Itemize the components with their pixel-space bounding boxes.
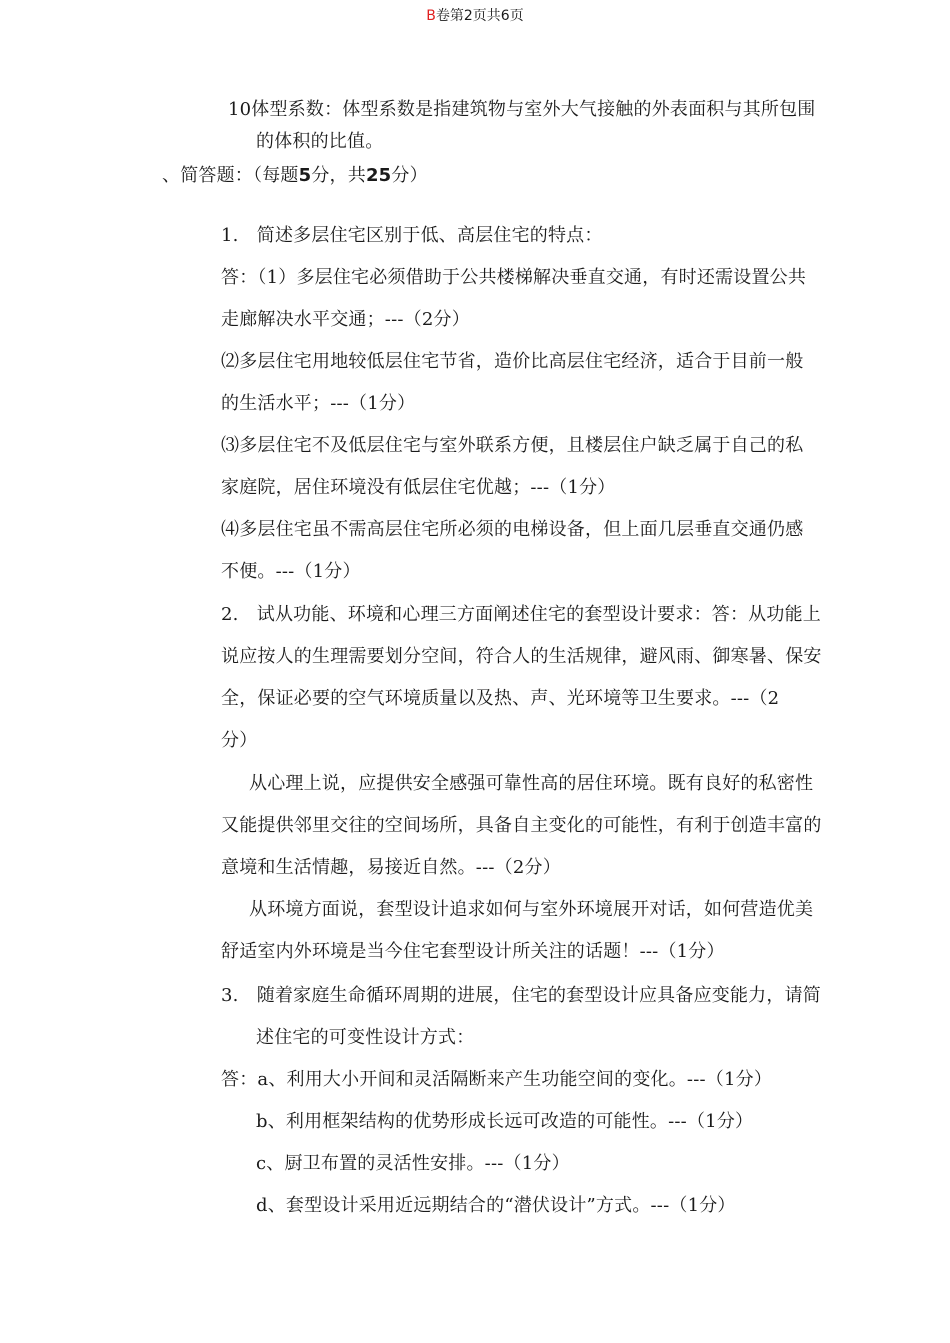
question-2-line-4: 分） bbox=[221, 730, 258, 751]
question-1-answer-1-line-1: 答：（1）多层住宅必须借助于公共楼梯解决垂直交通，有时还需设置公共 bbox=[221, 267, 807, 288]
section-heading-prefix: 、简答题：（每题 bbox=[162, 165, 299, 186]
paper-version-letter: B bbox=[426, 8, 436, 24]
question-1-answer-3-line-2: 家庭院，居住环境没有低层住宅优越；---（1分） bbox=[221, 477, 616, 498]
question-2-line-3: 全，保证必要的空气环境质量以及热、声、光环境等卫生要求。---（2 bbox=[221, 688, 780, 709]
definition-10-line-2: 的体积的比值。 bbox=[256, 131, 384, 152]
question-1-answer-4-line-1: ⑷多层住宅虽不需高层住宅所必须的电梯设备，但上面几层垂直交通仍感 bbox=[221, 519, 804, 540]
question-2-psychology-line-1: 从心理上说，应提供安全感强可靠性高的居住环境。既有良好的私密性 bbox=[249, 773, 814, 794]
question-3-answer-d: d、套型设计采用近远期结合的“潜伏设计”方式。---（1分） bbox=[256, 1195, 736, 1216]
page-header bbox=[0, 6, 950, 26]
question-2-psychology-line-3: 意境和生活情趣，易接近自然。---（2分） bbox=[221, 857, 561, 878]
section-heading-mid: 分，共 bbox=[311, 165, 366, 186]
question-3-line-2: 述住宅的可变性设计方式： bbox=[256, 1027, 475, 1048]
section-heading-suffix: 分） bbox=[391, 165, 428, 186]
question-1-answer-3-line-1: ⑶多层住宅不及低层住宅与室外联系方便，且楼层住户缺乏属于自己的私 bbox=[221, 435, 804, 456]
question-1-answer-2-line-1: ⑵多层住宅用地较低层住宅节省，造价比高层住宅经济，适合于目前一般 bbox=[221, 351, 804, 372]
question-1-answer-1-line-2: 走廊解决水平交通；---（2分） bbox=[221, 309, 470, 330]
question-3-answer-b: b、利用框架结构的优势形成长远可改造的可能性。---（1分） bbox=[256, 1111, 754, 1132]
section-heading bbox=[162, 162, 428, 190]
question-3-answer-a: 答：a、利用大小开间和灵活隔断来产生功能空间的变化。---（1分） bbox=[221, 1069, 773, 1090]
question-2-line-1: 2. 试从功能、环境和心理三方面阐述住宅的套型设计要求：答：从功能上 bbox=[221, 604, 821, 625]
question-3-line-1: 3. 随着家庭生命循环周期的进展，住宅的套型设计应具备应变能力，请简 bbox=[221, 985, 821, 1006]
definition-10-line-1: 10体型系数：体型系数是指建筑物与室外大气接触的外表面积与其所包围 bbox=[228, 99, 816, 120]
question-1-title: 1. 简述多层住宅区别于低、高层住宅的特点： bbox=[221, 225, 603, 246]
question-1-answer-2-line-2: 的生活水平；---（1分） bbox=[221, 393, 416, 414]
question-3-answer-c: c、厨卫布置的灵活性安排。---（1分） bbox=[256, 1153, 570, 1174]
question-2-environment-line-2: 舒适室内外环境是当今住宅套型设计所关注的话题！---（1分） bbox=[221, 941, 725, 962]
page-number-text: 卷第2页共6页 bbox=[435, 8, 524, 24]
section-points-per-question: 5 bbox=[298, 165, 312, 186]
question-2-psychology-line-2: 又能提供邻里交往的空间场所，具备自主变化的可能性，有利于创造丰富的 bbox=[221, 815, 822, 836]
question-2-line-2: 说应按人的生理需要划分空间，符合人的生活规律，避风雨、御寒暑、保安 bbox=[221, 646, 822, 667]
section-total-points: 25 bbox=[365, 165, 392, 186]
question-2-environment-line-1: 从环境方面说，套型设计追求如何与室外环境展开对话，如何营造优美 bbox=[249, 899, 814, 920]
question-1-answer-4-line-2: 不便。---（1分） bbox=[221, 561, 361, 582]
